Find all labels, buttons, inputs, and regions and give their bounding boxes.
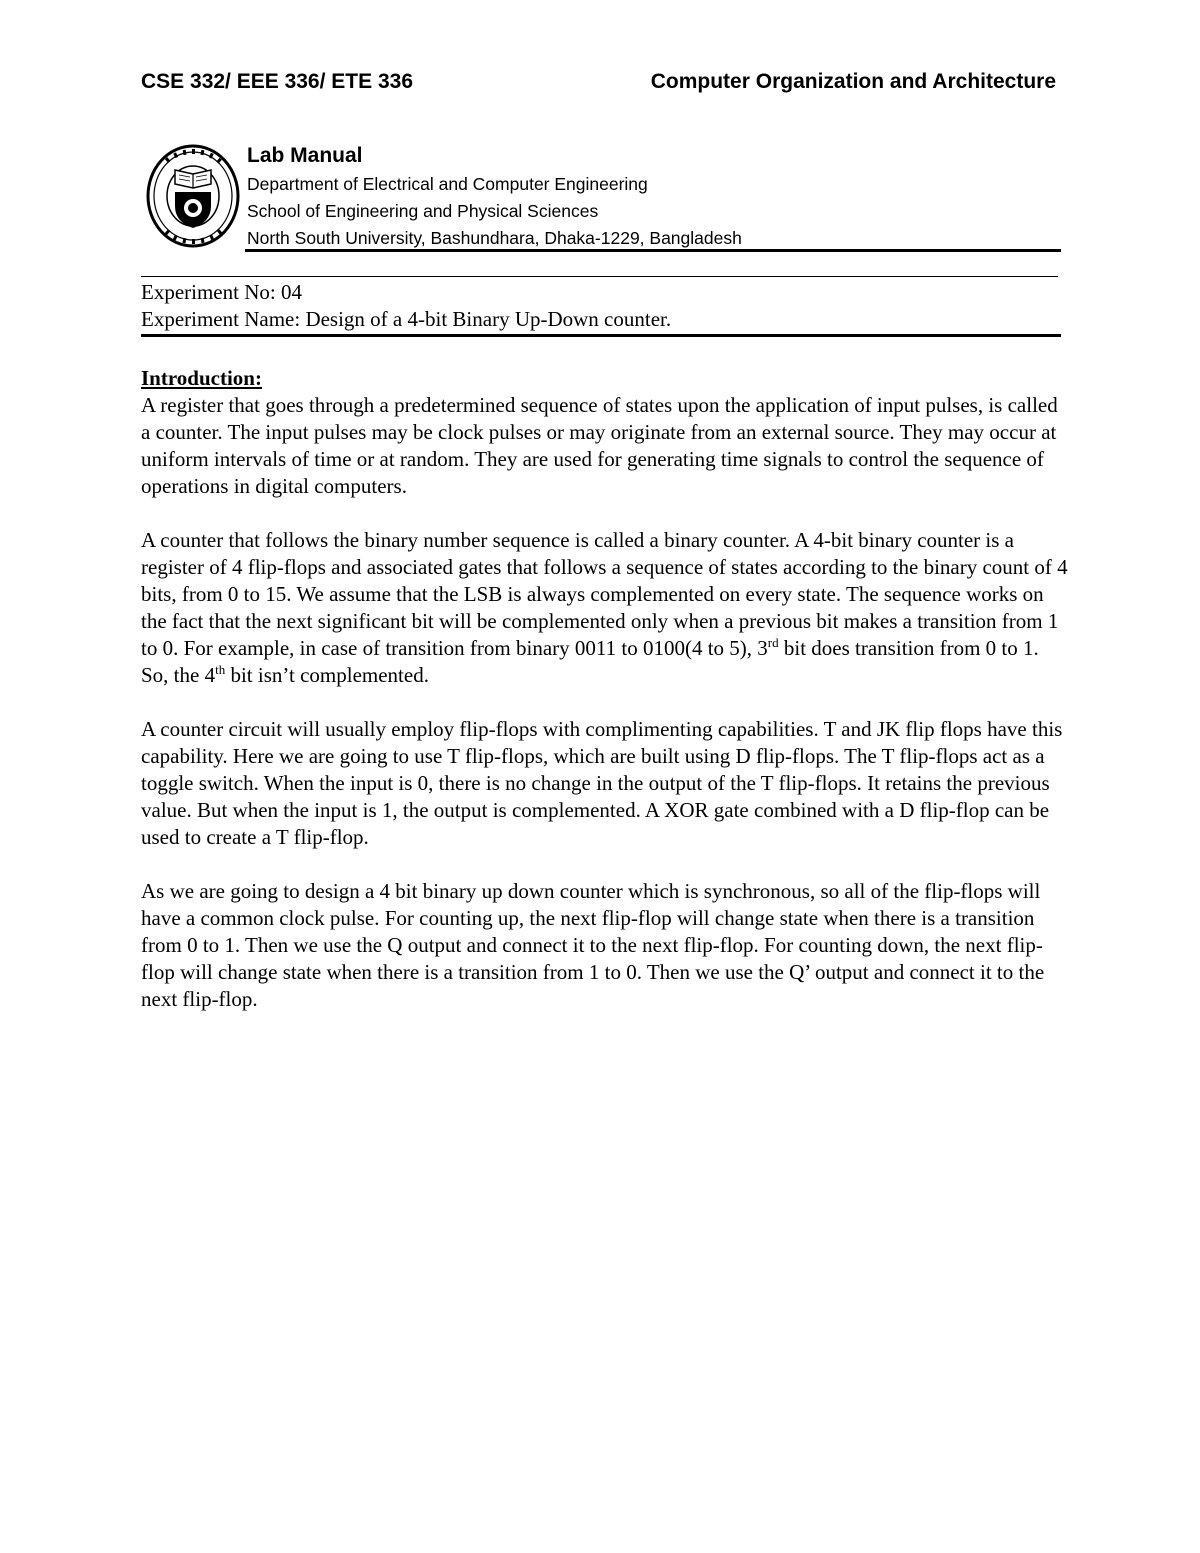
school-line: School of Engineering and Physical Sciences (247, 201, 599, 221)
introduction-heading: Introduction: (141, 366, 262, 390)
intro-paragraph-4: As we are going to design a 4 bit binary up down counter which is synchronous, so all of the flip-flops will have a common clock pulse. For counting up, the next flip-flop will change state when there is a transition from 0 to 1. Then we use the Q output and connect it to the next flip-flop. For counting down, the next flip-flop will change state when there is a transition from 1 to 0. Then we use the Q’ output and connect it to the next flip-flop. (141, 879, 1045, 1011)
superscript-rd: rd (767, 635, 779, 650)
lab-manual-title: Lab Manual (247, 144, 363, 167)
department-line: Department of Electrical and Computer Engineering (247, 174, 648, 194)
superscript-th: th (215, 662, 226, 677)
intro-paragraph-1: A register that goes through a predetermined sequence of states upon the application of input pulses, is called a counter. The input pulses may be clock pulses or may originate from an external source. They may occur at uniform intervals of time or at random. They are used for generating time signals to control the sequence of operations in digital computers. (141, 393, 1058, 498)
intro-paragraph-3: A counter circuit will usually employ flip-flops with complimenting capabilities. T and JK flip flops have this capability. Here we are going to use T flip-flops, which are built using D flip-flops. The T flip-flops act as a toggle switch. When the input is 0, there is no change in the output of the T flip-flops. It retains the previous value. But when the input is 1, the output is complemented. A XOR gate combined with a D flip-flop can be used to create a T flip-flop. (141, 717, 1063, 849)
university-line: North South University, Bashundhara, Dhaka-1229, Bangladesh (247, 228, 742, 248)
university-seal-icon (146, 144, 240, 248)
intro-paragraph-2-text-c: bit isn’t complemented. (225, 663, 429, 687)
course-header (141, 70, 1056, 100)
experiment-number: Experiment No: 04 (141, 280, 302, 304)
lab-manual-block (247, 142, 742, 252)
experiment-bottom-divider (141, 334, 1061, 337)
intro-paragraph-2-text-b: bit does transition from 0 to 1. So, the 4 (141, 636, 1039, 687)
intro-paragraph-2-text-a: A counter that follows the binary number sequence is called a binary counter. A 4-bit binary counter is a register of 4 flip-flops and associated gates that follows a sequence of states according to the binary count of 4 bits, from 0 to 15. We assume that the LSB is always complemented on every state. The sequence works on the fact that the next significant bit will be complemented only when a previous bit makes a transition from 1 to 0. For example, in case of transition from binary 0011 to 0100(4 to 5), 3 (141, 528, 1068, 660)
intro-paragraph-2 (141, 527, 1071, 689)
experiment-top-divider (141, 276, 1058, 277)
header-divider (245, 249, 1061, 252)
introduction-section (141, 365, 1071, 1040)
course-code: CSE 332/ EEE 336/ ETE 336 (141, 70, 413, 93)
course-title: Computer Organization and Architecture (650, 70, 1056, 93)
experiment-info (141, 279, 671, 333)
experiment-name: Experiment Name: Design of a 4-bit Binary Up-Down counter. (141, 307, 672, 331)
